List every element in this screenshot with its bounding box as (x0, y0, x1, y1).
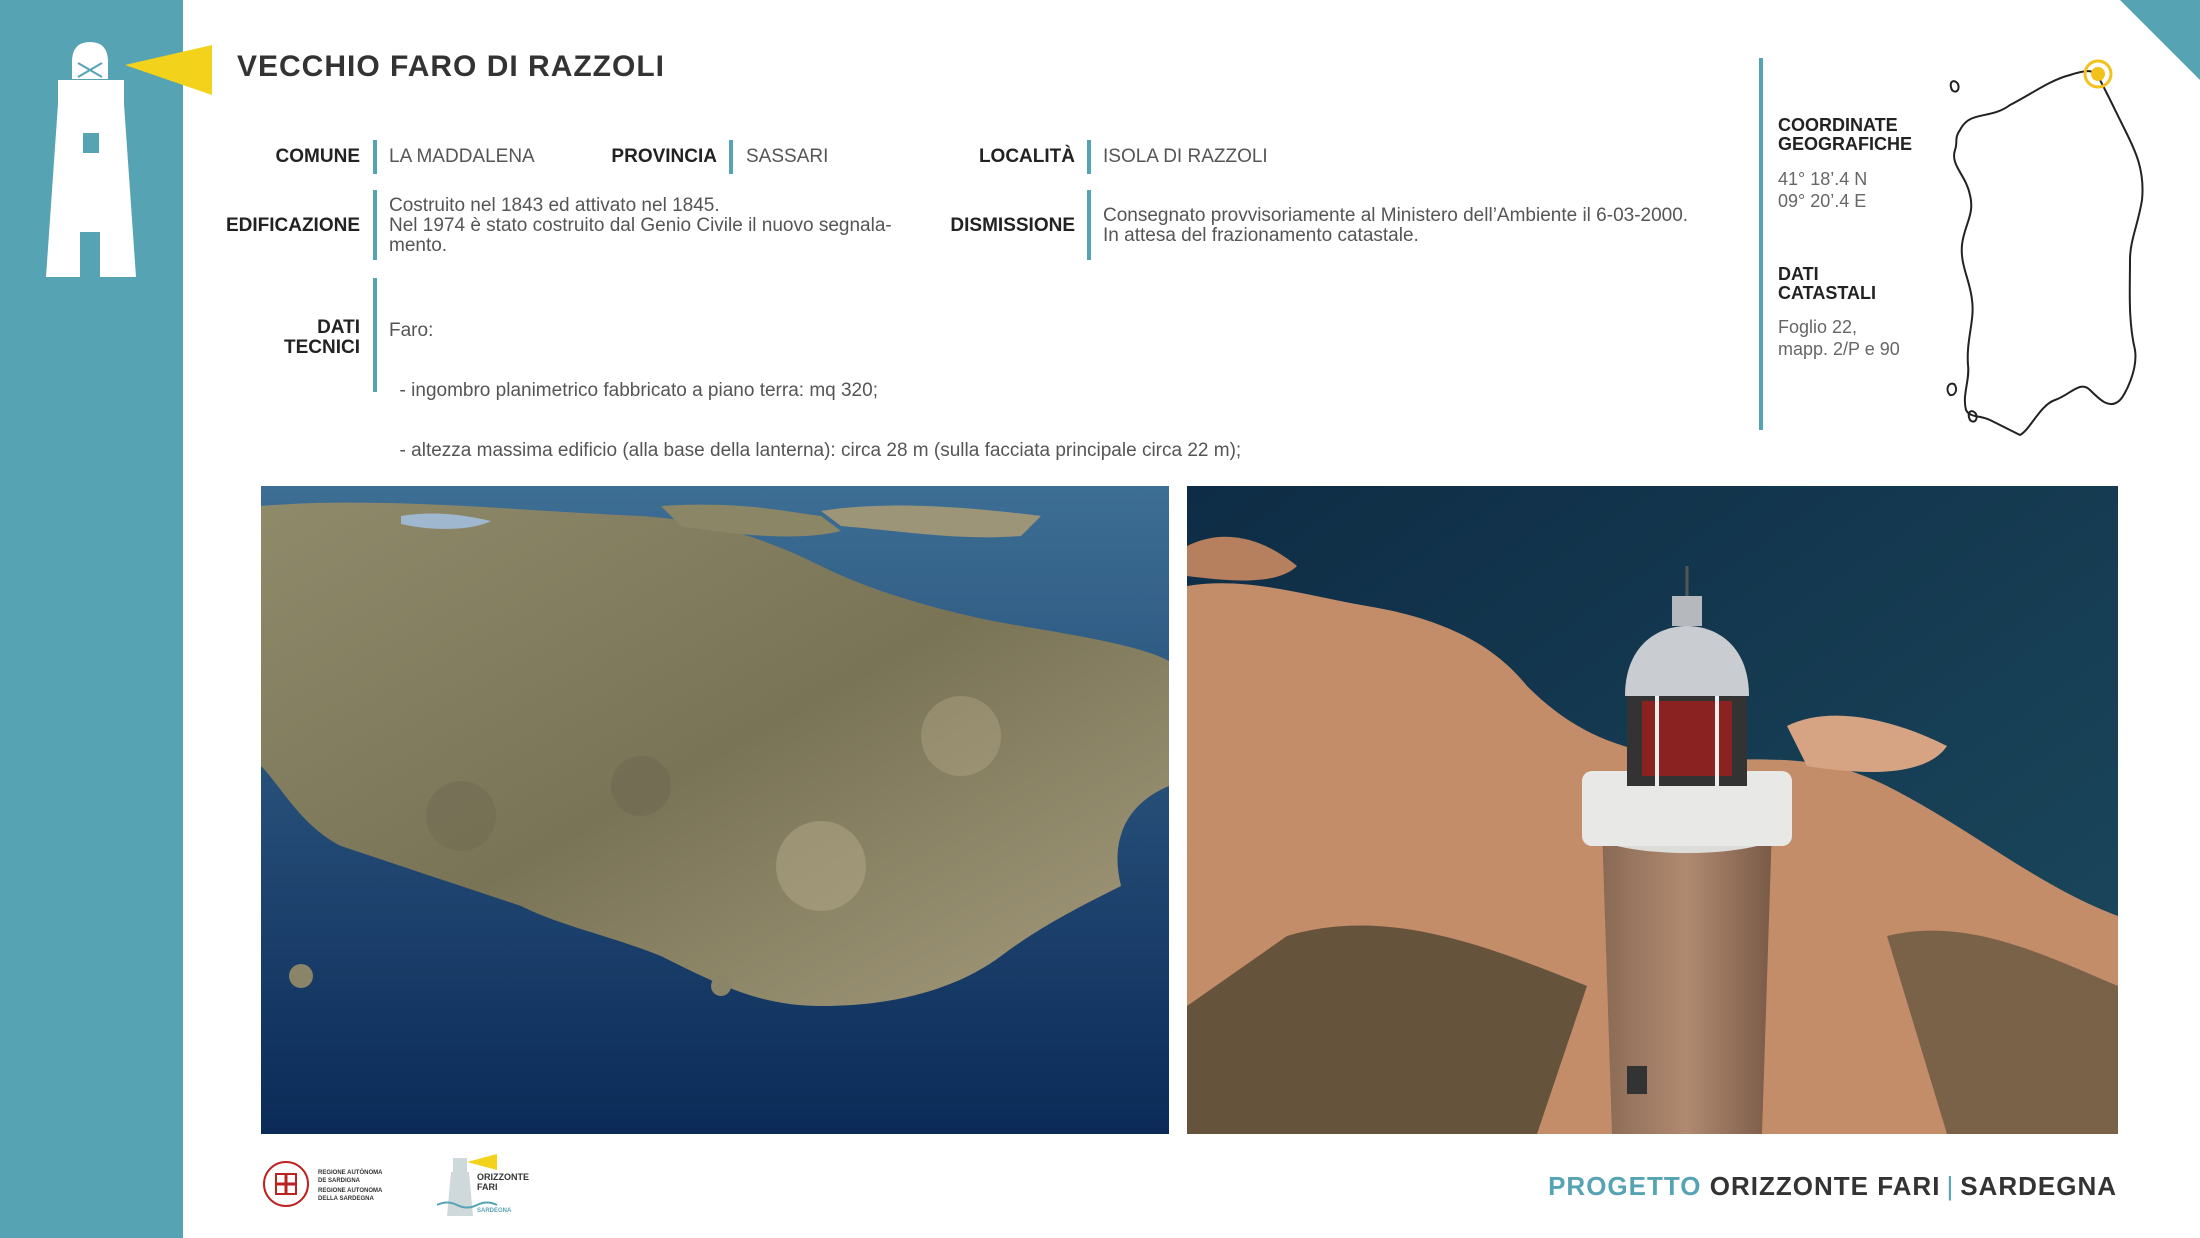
sardinia-map (1930, 50, 2160, 440)
catastali-values (1778, 316, 1900, 360)
aerial-island-photo (261, 486, 1169, 1134)
footer-project (1548, 1171, 2117, 1202)
orizzonte-logo-text-1: ORIZZONTE (477, 1172, 529, 1182)
regione-logo-text-4: DELLA SARDEGNA (318, 1196, 374, 1202)
dati-tecnici-label-line: TECNICI (284, 337, 360, 358)
comune-label: COMUNE (275, 146, 360, 167)
regione-logo-text-3: REGIONE AUTONOMA (318, 1188, 383, 1194)
page-title: VECCHIO FARO DI RAZZOLI (237, 50, 665, 83)
catastali-label-line: CATASTALI (1778, 283, 1876, 303)
coordinate-label-line: COORDINATE (1778, 115, 1898, 135)
orizzonte-logo-text-2: FARI (477, 1182, 498, 1192)
dati-tecnici-divider (373, 278, 377, 392)
longitude: 09° 20’.4 E (1778, 191, 1867, 211)
footer-progetto: PROGETTO (1548, 1171, 1702, 1201)
lighthouse-icon (0, 0, 240, 300)
edificazione-text (389, 196, 892, 256)
footer-sardegna: SARDEGNA (1960, 1171, 2117, 1201)
coordinate-label (1778, 116, 1912, 154)
dati-tecnici-line: - ingombro planimetrico fabbricato a piano terra: mq 320; (389, 380, 878, 401)
regione-logo-text-1: REGIONE AUTÒNOMA (318, 1170, 383, 1176)
edificazione-line: Nel 1974 è stato costruito dal Genio Civile il nuovo segnala- (389, 215, 892, 236)
edificazione-label: EDIFICAZIONE (225, 215, 360, 236)
comune-value: LA MADDALENA (389, 146, 535, 167)
comune-divider (373, 140, 377, 174)
dismissione-label: DISMISSIONE (950, 215, 1075, 236)
localita-value: ISOLA DI RAZZOLI (1103, 146, 1268, 167)
regione-sardegna-logo (262, 1158, 402, 1213)
footer-orizzonte: ORIZZONTE FARI (1709, 1171, 1941, 1201)
edificazione-line: mento. (389, 235, 448, 256)
catastali-label (1778, 265, 1876, 303)
latitude: 41° 18’.4 N (1778, 169, 1868, 189)
dismissione-text (1103, 206, 1688, 246)
dismissione-line: Consegnato provvisoriamente al Ministero dell’Ambiente il 6-03-2000. (1103, 205, 1689, 226)
mapp: mapp. 2/P e 90 (1778, 339, 1900, 359)
dati-tecnici-line: Faro: (389, 320, 434, 341)
catastali-label-line: DATI (1778, 264, 1819, 284)
edificazione-line: Costruito nel 1843 ed attivato nel 1845. (389, 195, 720, 216)
side-divider (1759, 58, 1763, 430)
dismissione-divider (1087, 190, 1091, 260)
lighthouse-lantern-photo (1187, 486, 2118, 1134)
footer-separator: | (1946, 1171, 1955, 1201)
edificazione-divider (373, 190, 377, 260)
dati-tecnici-line: - altezza massima edificio (alla base della lanterna): circa 28 m (sulla facciata principale circa 22 m); (389, 440, 1242, 461)
coordinate-values (1778, 168, 1867, 212)
provincia-value: SASSARI (746, 146, 829, 167)
dismissione-line: In attesa del frazionamento catastale. (1103, 225, 1419, 246)
localita-divider (1087, 140, 1091, 174)
dati-tecnici-label (284, 318, 360, 358)
regione-logo-text-2: DE SARDIGNA (318, 1178, 361, 1184)
localita-label: LOCALITÀ (978, 146, 1075, 167)
orizzonte-logo-text-3: SARDEGNA (477, 1208, 512, 1214)
dati-tecnici-label-line: DATI (317, 317, 360, 338)
coordinate-label-line: GEOGRAFICHE (1778, 134, 1913, 154)
provincia-divider (729, 140, 733, 174)
foglio: Foglio 22, (1778, 317, 1858, 337)
orizzonte-fari-logo (437, 1150, 537, 1220)
provincia-label: PROVINCIA (611, 146, 717, 167)
